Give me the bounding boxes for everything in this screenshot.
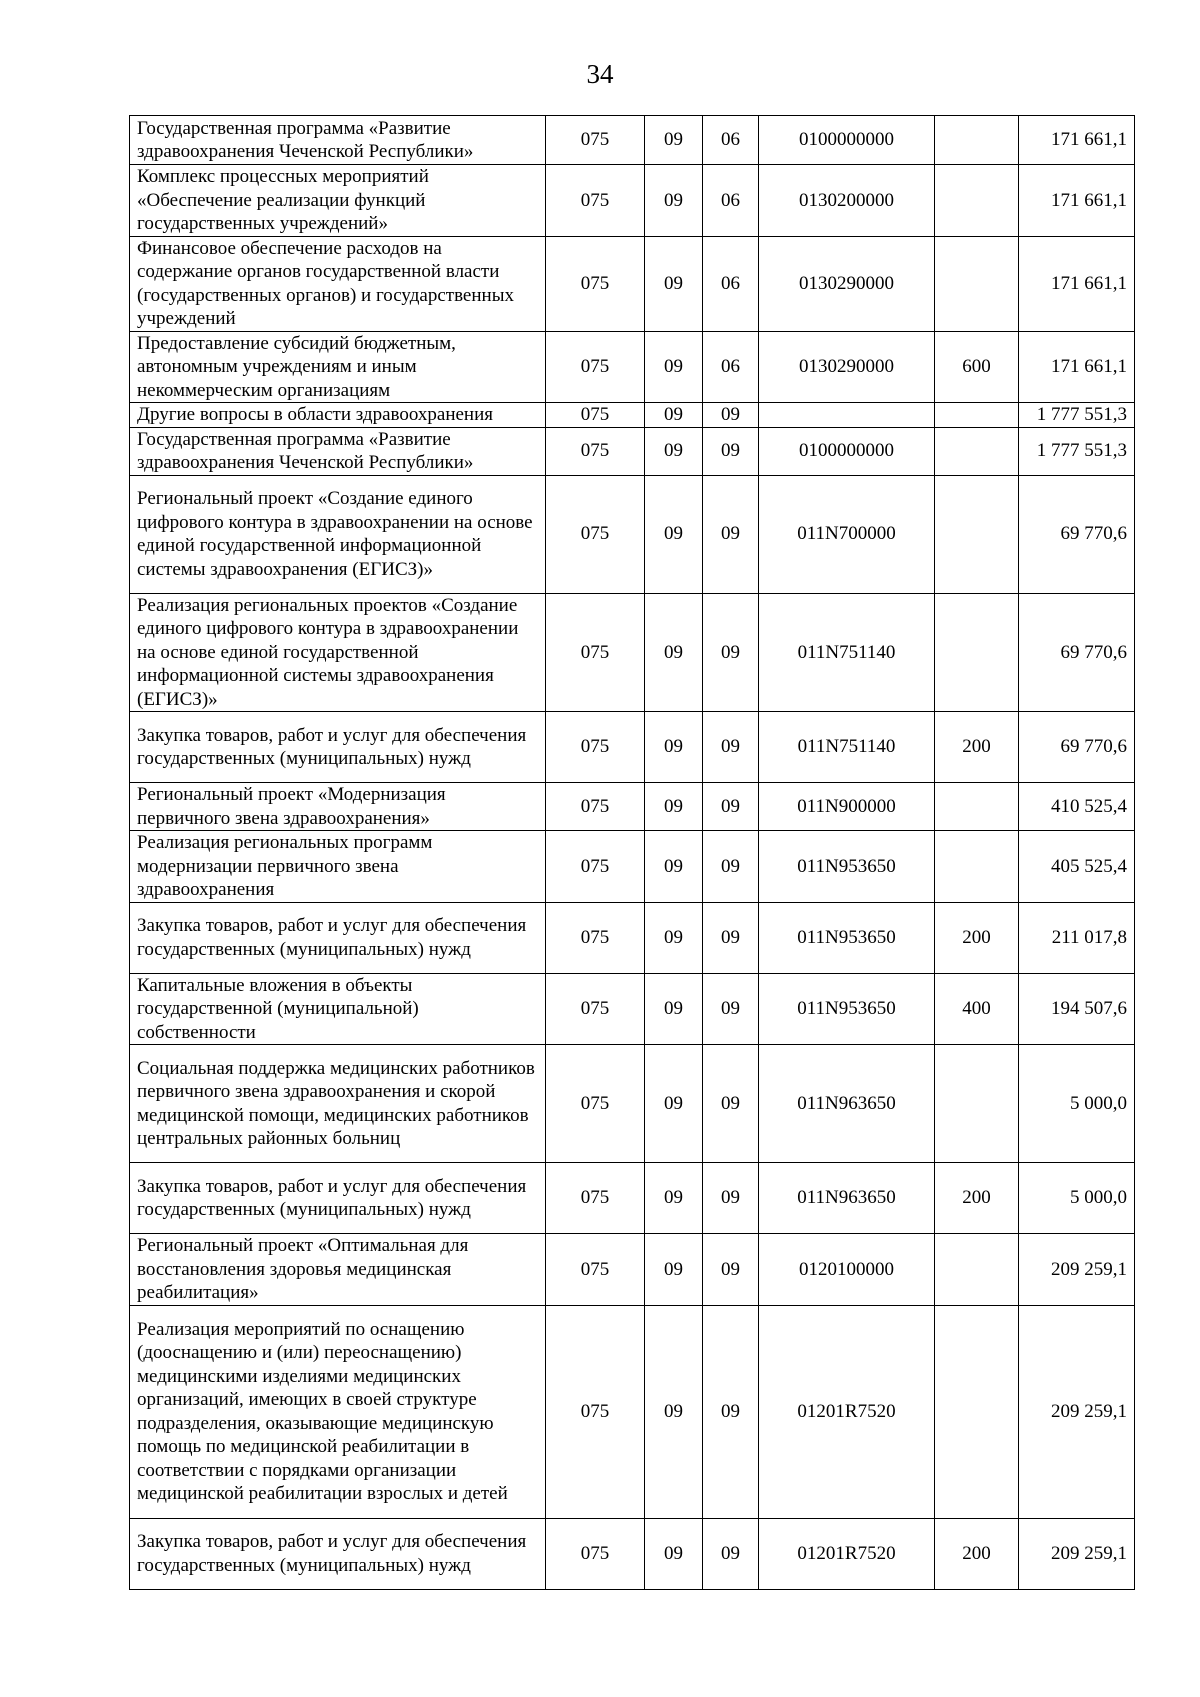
amount: 171 661,1 xyxy=(1019,165,1135,237)
ministry-code: 075 xyxy=(546,1518,645,1589)
section-code: 09 xyxy=(645,165,703,237)
ministry-code: 075 xyxy=(546,165,645,237)
subsection-code: 09 xyxy=(703,712,759,783)
expense-type-code xyxy=(935,236,1019,331)
expense-name: Реализация мероприятий по оснащению (дооснащению и (или) переоснащению) медицинскими изделиями медицинских организаций, имеющих в своей структуре подразделения, оказывающие медицинскую помощь по медицинской реабилитации в соответствии с порядками организации медицинской реабилитации взрослых и детей xyxy=(130,1305,546,1518)
expense-type-code: 200 xyxy=(935,712,1019,783)
target-code xyxy=(759,403,935,428)
budget-table xyxy=(129,115,1135,1590)
table-row xyxy=(130,1234,1135,1306)
target-code: 011N953650 xyxy=(759,902,935,973)
expense-name: Предоставление субсидий бюджетным, автономным учреждениям и иным некоммерческим организациям xyxy=(130,331,546,403)
table-row xyxy=(130,1518,1135,1589)
expense-type-code: 200 xyxy=(935,1518,1019,1589)
table-row xyxy=(130,902,1135,973)
expense-type-code: 200 xyxy=(935,902,1019,973)
subsection-code: 09 xyxy=(703,403,759,428)
section-code: 09 xyxy=(645,1045,703,1163)
ministry-code: 075 xyxy=(546,783,645,831)
ministry-code: 075 xyxy=(546,973,645,1045)
target-code: 011N963650 xyxy=(759,1045,935,1163)
section-code: 09 xyxy=(645,475,703,593)
amount: 171 661,1 xyxy=(1019,116,1135,165)
target-code: 0100000000 xyxy=(759,116,935,165)
table-row xyxy=(130,973,1135,1045)
expense-name: Государственная программа «Развитие здравоохранения Чеченской Республики» xyxy=(130,427,546,475)
subsection-code: 06 xyxy=(703,236,759,331)
amount: 5 000,0 xyxy=(1019,1163,1135,1234)
amount: 194 507,6 xyxy=(1019,973,1135,1045)
ministry-code: 075 xyxy=(546,1234,645,1306)
target-code: 011N963650 xyxy=(759,1163,935,1234)
page-number: 34 xyxy=(586,59,614,89)
table-row xyxy=(130,165,1135,237)
amount: 1 777 551,3 xyxy=(1019,427,1135,475)
table-row xyxy=(130,403,1135,428)
target-code: 0130290000 xyxy=(759,236,935,331)
subsection-code: 09 xyxy=(703,1518,759,1589)
subsection-code: 09 xyxy=(703,1305,759,1518)
ministry-code: 075 xyxy=(546,1045,645,1163)
section-code: 09 xyxy=(645,1163,703,1234)
expense-name: Капитальные вложения в объекты государственной (муниципальной) собственности xyxy=(130,973,546,1045)
amount: 211 017,8 xyxy=(1019,902,1135,973)
table-row xyxy=(130,712,1135,783)
expense-name: Государственная программа «Развитие здравоохранения Чеченской Республики» xyxy=(130,116,546,165)
expense-name: Другие вопросы в области здравоохранения xyxy=(130,403,546,428)
target-code: 01201R7520 xyxy=(759,1518,935,1589)
section-code: 09 xyxy=(645,1234,703,1306)
expense-type-code xyxy=(935,475,1019,593)
subsection-code: 06 xyxy=(703,331,759,403)
table-row xyxy=(130,1163,1135,1234)
expense-type-code: 600 xyxy=(935,331,1019,403)
expense-name: Закупка товаров, работ и услуг для обеспечения государственных (муниципальных) нужд xyxy=(130,1163,546,1234)
amount: 209 259,1 xyxy=(1019,1518,1135,1589)
ministry-code: 075 xyxy=(546,593,645,712)
amount: 209 259,1 xyxy=(1019,1234,1135,1306)
amount: 1 777 551,3 xyxy=(1019,403,1135,428)
table-row xyxy=(130,1045,1135,1163)
subsection-code: 06 xyxy=(703,116,759,165)
ministry-code: 075 xyxy=(546,236,645,331)
target-code: 0100000000 xyxy=(759,427,935,475)
section-code: 09 xyxy=(645,973,703,1045)
amount: 69 770,6 xyxy=(1019,475,1135,593)
section-code: 09 xyxy=(645,1518,703,1589)
section-code: 09 xyxy=(645,831,703,903)
subsection-code: 09 xyxy=(703,902,759,973)
section-code: 09 xyxy=(645,902,703,973)
amount: 171 661,1 xyxy=(1019,331,1135,403)
ministry-code: 075 xyxy=(546,1163,645,1234)
subsection-code: 09 xyxy=(703,831,759,903)
expense-type-code xyxy=(935,165,1019,237)
expense-type-code: 200 xyxy=(935,1163,1019,1234)
table-row xyxy=(130,831,1135,903)
subsection-code: 06 xyxy=(703,165,759,237)
amount: 410 525,4 xyxy=(1019,783,1135,831)
table-row xyxy=(130,1305,1135,1518)
amount: 5 000,0 xyxy=(1019,1045,1135,1163)
target-code: 01201R7520 xyxy=(759,1305,935,1518)
target-code: 011N700000 xyxy=(759,475,935,593)
subsection-code: 09 xyxy=(703,1163,759,1234)
target-code: 0130200000 xyxy=(759,165,935,237)
section-code: 09 xyxy=(645,593,703,712)
expense-name: Региональный проект «Оптимальная для восстановления здоровья медицинская реабилитация» xyxy=(130,1234,546,1306)
expense-name: Реализация региональных программ модернизации первичного звена здравоохранения xyxy=(130,831,546,903)
table-row xyxy=(130,331,1135,403)
subsection-code: 09 xyxy=(703,593,759,712)
target-code: 011N900000 xyxy=(759,783,935,831)
subsection-code: 09 xyxy=(703,1234,759,1306)
ministry-code: 075 xyxy=(546,403,645,428)
section-code: 09 xyxy=(645,427,703,475)
section-code: 09 xyxy=(645,783,703,831)
expense-type-code xyxy=(935,427,1019,475)
subsection-code: 09 xyxy=(703,973,759,1045)
section-code: 09 xyxy=(645,236,703,331)
subsection-code: 09 xyxy=(703,427,759,475)
section-code: 09 xyxy=(645,331,703,403)
ministry-code: 075 xyxy=(546,902,645,973)
target-code: 0130290000 xyxy=(759,331,935,403)
ministry-code: 075 xyxy=(546,116,645,165)
ministry-code: 075 xyxy=(546,331,645,403)
expense-type-code xyxy=(935,783,1019,831)
expense-name: Финансовое обеспечение расходов на содержание органов государственной власти (государственных органов) и государственных учреждений xyxy=(130,236,546,331)
table-row xyxy=(130,783,1135,831)
expense-type-code xyxy=(935,831,1019,903)
target-code: 011N751140 xyxy=(759,712,935,783)
subsection-code: 09 xyxy=(703,475,759,593)
amount: 405 525,4 xyxy=(1019,831,1135,903)
expense-type-code xyxy=(935,593,1019,712)
table-row xyxy=(130,116,1135,165)
ministry-code: 075 xyxy=(546,712,645,783)
section-code: 09 xyxy=(645,403,703,428)
section-code: 09 xyxy=(645,116,703,165)
expense-name: Региональный проект «Модернизация первичного звена здравоохранения» xyxy=(130,783,546,831)
expense-type-code xyxy=(935,1234,1019,1306)
subsection-code: 09 xyxy=(703,783,759,831)
table-row xyxy=(130,427,1135,475)
target-code: 011N953650 xyxy=(759,973,935,1045)
expense-type-code xyxy=(935,116,1019,165)
expense-name: Реализация региональных проектов «Создание единого цифрового контура в здравоохранении на основе единой государственной информационной системы здравоохранения (ЕГИСЗ)» xyxy=(130,593,546,712)
table-row xyxy=(130,236,1135,331)
expense-type-code xyxy=(935,1305,1019,1518)
expense-type-code: 400 xyxy=(935,973,1019,1045)
ministry-code: 075 xyxy=(546,1305,645,1518)
subsection-code: 09 xyxy=(703,1045,759,1163)
expense-name: Закупка товаров, работ и услуг для обеспечения государственных (муниципальных) нужд xyxy=(130,712,546,783)
target-code: 011N751140 xyxy=(759,593,935,712)
target-code: 0120100000 xyxy=(759,1234,935,1306)
amount: 69 770,6 xyxy=(1019,593,1135,712)
expense-type-code xyxy=(935,1045,1019,1163)
expense-name: Социальная поддержка медицинских работников первичного звена здравоохранения и скорой медицинской помощи, медицинских работников центральных районных больниц xyxy=(130,1045,546,1163)
amount: 69 770,6 xyxy=(1019,712,1135,783)
amount: 209 259,1 xyxy=(1019,1305,1135,1518)
target-code: 011N953650 xyxy=(759,831,935,903)
table-row xyxy=(130,475,1135,593)
expense-name: Региональный проект «Создание единого цифрового контура в здравоохранении на основе единой государственной информационной системы здравоохранения (ЕГИСЗ)» xyxy=(130,475,546,593)
amount: 171 661,1 xyxy=(1019,236,1135,331)
section-code: 09 xyxy=(645,1305,703,1518)
ministry-code: 075 xyxy=(546,475,645,593)
expense-name: Закупка товаров, работ и услуг для обеспечения государственных (муниципальных) нужд xyxy=(130,902,546,973)
expense-name: Комплекс процессных мероприятий «Обеспечение реализации функций государственных учреждений» xyxy=(130,165,546,237)
section-code: 09 xyxy=(645,712,703,783)
expense-type-code xyxy=(935,403,1019,428)
expense-name: Закупка товаров, работ и услуг для обеспечения государственных (муниципальных) нужд xyxy=(130,1518,546,1589)
ministry-code: 075 xyxy=(546,831,645,903)
table-row xyxy=(130,593,1135,712)
ministry-code: 075 xyxy=(546,427,645,475)
